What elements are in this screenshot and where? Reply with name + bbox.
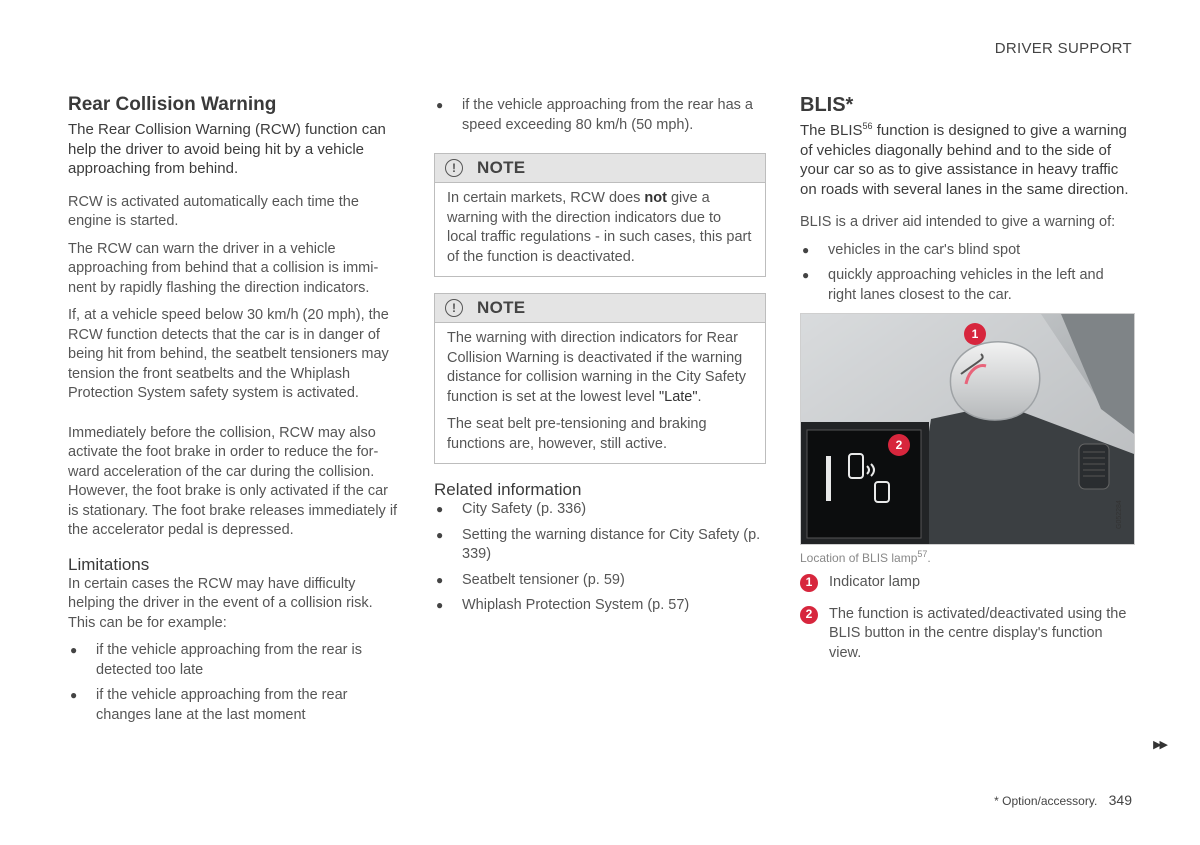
related-heading: Related information <box>434 480 582 499</box>
bullet-icon: ● <box>436 572 444 587</box>
bullet-icon: ● <box>802 242 810 257</box>
figure-code: G052284 <box>1116 500 1123 529</box>
related-link[interactable]: ● Seatbelt tensioner (p. 59) <box>434 571 766 591</box>
bullet-icon: ● <box>436 98 444 112</box>
callout-2: 2 <box>888 434 910 456</box>
legend-item: 2 The function is activated/deactivated using the BLIS button in the centre display's function view. <box>800 605 1134 664</box>
note-header <box>435 154 765 183</box>
list-item: ● if the vehicle approaching from the rear has a speed exceeding 80 km/h (50 mph). <box>436 97 753 133</box>
rcw-paragraph: If, at a vehicle speed below 30 km/h (20 mph), the RCW function detects that the car is in danger of being hit from behind, the seatbelt tensioners may tension the front seatbelts and the Whiplash Protection System safety system is activated. <box>68 307 389 401</box>
callout-badge: 1 <box>800 574 818 592</box>
rcw-paragraph: RCW is activated automatically each time the engine is started. <box>68 193 359 229</box>
bullet-icon: ● <box>70 643 78 657</box>
list-item: ● if the vehicle approaching from the rear is detected too late <box>70 642 362 678</box>
list-item: ● vehicles in the car's blind spot <box>800 241 1134 261</box>
rcw-paragraph: The RCW can warn the driver in a vehicle approaching from behind that a collision is imminent by rapidly flashing the direction indicators. <box>68 240 379 296</box>
note-text: The warning with direction indicators for Rear Collision Warning is deactivated if the warning distance for collision warning in the City Safety function is set at the lowest level "Late". <box>447 330 747 405</box>
note-header <box>435 294 765 323</box>
blis-lamp-figure <box>800 313 1135 545</box>
page-number: 349 <box>1108 792 1132 808</box>
car-interior-illustration <box>801 314 1134 544</box>
rcw-title: Rear Collision Warning <box>68 94 277 115</box>
limitations-heading: Limitations <box>68 554 150 574</box>
note-title: NOTE <box>477 298 526 317</box>
callout-badge: 2 <box>800 606 818 624</box>
related-link[interactable]: ● Setting the warning distance for City Safety (p. 339) <box>436 526 761 562</box>
info-icon: ! <box>445 159 463 177</box>
list-item: ● quickly approaching vehicles in the left and right lanes closest to the car. <box>802 267 1104 303</box>
limitations-list <box>68 641 400 725</box>
footnote: * Option/accessory. <box>994 794 1098 808</box>
blis-lead: The BLIS$^{56}$ function is designed to give a warning of vehicles diagonally behind and to the side of your car so as to give assistance in heavy traffic on roads with several lanes in the same direction. <box>800 121 1129 198</box>
bullet-icon: ● <box>802 268 810 282</box>
note-box <box>434 153 766 277</box>
blis-paragraph: BLIS is a driver aid intended to give a warning of: <box>800 214 1116 230</box>
note-title: NOTE <box>477 158 526 177</box>
related-list <box>434 500 766 616</box>
bullet-icon: ● <box>436 502 444 516</box>
bullet-icon: ● <box>436 598 444 612</box>
list-item: ● if the vehicle approaching from the rear changes lane at the last moment <box>70 687 348 723</box>
figure-caption: Location of BLIS lamp$^{57}$. <box>800 549 931 565</box>
note-text: In certain markets, RCW does not give a warning with the direction indicators due to local traffic regulations - in such cases, this part of the function is deactivated. <box>447 190 752 265</box>
info-icon: ! <box>445 299 463 317</box>
blis-title: BLIS* <box>800 94 854 116</box>
column-rcw <box>68 94 400 731</box>
related-link[interactable]: ● City Safety (p. 336) <box>434 500 766 520</box>
column-notes <box>434 94 766 622</box>
note-text: The seat belt pre-tensioning and braking functions are, however, still active. <box>447 416 707 452</box>
rcw-lead: The Rear Collision Warning (RCW) function can help the driver to avoid being hit by a vehicle approaching from behind. <box>68 121 386 177</box>
legend-item: 1 Indicator lamp <box>800 573 1134 593</box>
section-header: DRIVER SUPPORT <box>994 40 1132 57</box>
bullet-icon: ● <box>436 527 444 542</box>
note-box <box>434 293 766 464</box>
column-blis <box>800 94 1134 663</box>
rcw-paragraph: Immediately before the collision, RCW may also activate the foot brake in order to reduce the forward acceleration of the car during the collision. However, the foot brake is only activated if the car is stationary. The foot brake releases immediately if the accelerator pedal is depressed. <box>68 424 398 538</box>
blis-list <box>800 241 1134 306</box>
footer <box>994 792 1132 808</box>
callout-1: 1 <box>964 323 986 345</box>
limitations-list-cont <box>434 96 766 135</box>
related-link[interactable]: ● Whiplash Protection System (p. 57) <box>434 596 766 616</box>
continue-arrows-icon: ▶▶ <box>1153 739 1166 751</box>
limitations-text: In certain cases the RCW may have difficulty helping the driver in the event of a collision risk. This can be for example: <box>68 575 373 631</box>
bullet-icon: ● <box>70 688 78 702</box>
